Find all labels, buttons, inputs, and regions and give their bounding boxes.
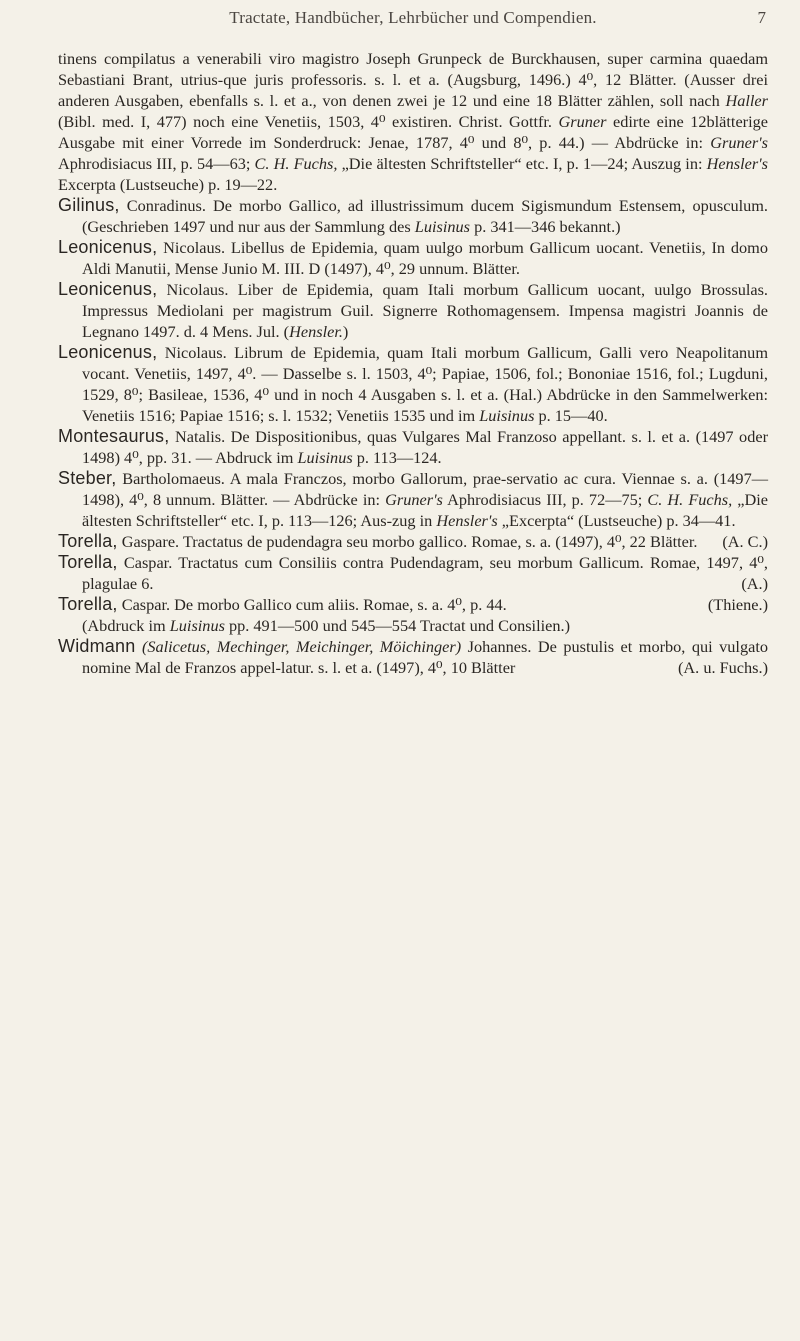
author-ref: Luisinus — [297, 448, 353, 467]
author-ref: Hensler's — [436, 511, 498, 530]
entry-text: Caspar. Tractatus cum Consiliis contra Pudendagram, seu morbum Gallicum. Romae, 1497, 4⁰, plagulae 6. — [82, 553, 768, 593]
entry-text: Natalis. De Dispositionibus, quas Vulgares Mal Franzoso appellant. s. l. et a. (1497 oder 1498) 4⁰, pp. 31. — Abdruck im — [82, 427, 768, 467]
entry-leonicenus — [58, 237, 768, 279]
entry-leonicenus — [58, 279, 768, 342]
entry-steber — [58, 468, 768, 531]
entry-text: „Die ältesten Schriftsteller“ etc. I, p. 113—126; Aus-zug in — [82, 490, 768, 530]
entry-text: Excerpta (Lustseuche) p. 19—22. — [58, 175, 278, 194]
source-note: (Thiene.) — [707, 595, 768, 614]
entry-torella — [58, 552, 768, 594]
entry-gilinus — [58, 195, 768, 237]
entry-torella — [58, 594, 768, 615]
entry-leonicenus — [58, 342, 768, 426]
author-ref: Hensler's — [706, 154, 768, 173]
entry-text: Conradinus. De morbo Gallico, ad illustrissimum ducem Sigismundum Estensem, opusculum. (Geschrieben 1497 und nur aus der Sammlung des — [82, 196, 768, 236]
author-ref: Luisinus — [169, 616, 225, 635]
author-ref: Luisinus — [479, 406, 535, 425]
author-ref: Gruner's — [710, 133, 768, 152]
entry-continuation — [58, 615, 768, 636]
entry-text: Nicolaus. Libellus de Epidemia, quam uulgo morbum Gallicum uocant. Venetiis, In domo Aldi Manutii, Mense Junio M. III. D (1497), 4⁰, 29 unnum. Blätter. — [82, 238, 768, 278]
name-variants: (Salicetus, Mechinger, Meichinger, Möichinger) — [141, 637, 462, 656]
entry-text: Nicolaus. Librum de Epidemia, quam Itali morbum Gallicum, Galli vero Neapolitanum vocant. Venetiis, 1497, 4⁰. — Dasselbe s. l. 1503, 4⁰; Papiae, 1506, fol.; Bononiae 1516, fol.; Lugduni, 1529, 8⁰; Basileae, 1536, 4⁰ und in noch 4 Ausgaben s. l. et a. (Hal.) Abdrücke in den Sammelwerken: Venetiis 1516; Papiae 1516; s. l. 1532; Venetiis 1535 und im — [82, 343, 768, 425]
entry-heading: Leonicenus, — [58, 342, 158, 362]
author-ref: C. H. Fuchs, — [254, 154, 338, 173]
author-ref: Gruner — [558, 112, 607, 131]
running-title: Tractate, Handbücher, Lehrbücher und Compendien. — [229, 8, 597, 27]
entry-text: ) — [342, 322, 349, 341]
source-note: (A. C.) — [722, 532, 768, 551]
author-ref: Luisinus — [414, 217, 470, 236]
entry-text: Aphrodisiacus III, p. 54—63; — [58, 154, 255, 173]
page-number: 7 — [757, 8, 766, 27]
entry-text: pp. 491—500 und 545—554 Tractat und Consilien.) — [224, 616, 570, 635]
author-ref: C. H. Fuchs, — [647, 490, 733, 509]
entry-montesaurus — [58, 426, 768, 468]
entry-heading: Leonicenus, — [58, 279, 158, 299]
entry-text: (Abdruck im — [82, 616, 170, 635]
entry-text: Caspar. De morbo Gallico cum aliis. Romae, s. a. 4⁰, p. 44. — [117, 595, 507, 614]
entry-text: Aphrodisiacus III, p. 72—75; — [442, 490, 648, 509]
entry-torella — [58, 531, 768, 552]
author-ref: Hensler. — [289, 322, 343, 341]
entry-heading: Montesaurus, — [58, 426, 170, 446]
entry-widmann — [58, 636, 768, 678]
entry-text: Gaspare. Tractatus de pudendagra seu morbo gallico. Romae, s. a. (1497), 4⁰, 22 Blätter. — [117, 532, 698, 551]
entry-text: Nicolaus. Liber de Epidemia, quam Itali morbum Gallicum uocant, uulgo Brossulas. Impressus Mediolani per magistrum Guil. Signerre Rothomagensem. Impensa magistri Joannis de Legnano 1497. d. 4 Mens. Jul. ( — [82, 280, 768, 341]
entry-text: Johannes. De pustulis et morbo, qui vulgato nomine Mal de Franzos appel-latur. s. l. et a. (1497), 4⁰, 10 Blätter — [82, 637, 768, 677]
entry-text: p. 15—40. — [534, 406, 608, 425]
entry-heading: Leonicenus, — [58, 237, 158, 257]
entry-heading: Torella, — [58, 552, 118, 572]
author-ref: Gruner's — [385, 490, 443, 509]
entry-text: Bartholomaeus. A mala Franczos, morbo Gallorum, prae-servatio ac cura. Viennae s. a. (1497—1498), 4⁰, 8 unnum. Blätter. — Abdrücke in: — [82, 469, 768, 509]
entry-text: „Excerpta“ (Lustseuche) p. 34—41. — [497, 511, 736, 530]
entry-continued — [58, 48, 768, 195]
entry-text: tinens compilatus a venerabili viro magistro Joseph Grunpeck de Burckhausen, super carmina quaedam Sebastiani Brant, utrius-que juris professoris. s. l. et a. (Augsburg, 1496.) 4⁰, 12 Blätter. (Ausser drei anderen Ausgaben, ebenfalls s. l. et a., von denen zwei je 12 und eine 18 Blätter zählen, soll nach — [58, 49, 768, 110]
running-head — [58, 8, 768, 48]
author-ref: Haller — [725, 91, 768, 110]
entry-heading: Gilinus, — [58, 195, 120, 215]
entry-heading: Torella, — [58, 531, 118, 551]
entry-heading: Steber, — [58, 468, 117, 488]
bibliography-entries — [58, 48, 768, 678]
entry-heading: Widmann — [58, 636, 136, 656]
entry-text: (Bibl. med. I, 477) noch eine Venetiis, 1503, 4⁰ existiren. Christ. Gottfr. — [58, 112, 559, 131]
source-note: (A. u. Fuchs.) — [678, 658, 768, 677]
entry-heading: Torella, — [58, 594, 118, 614]
entry-text: p. 113—124. — [352, 448, 442, 467]
entry-text: edirte eine 12blätterige Ausgabe mit einer Vorrede im Sonderdruck: Jenae, 1787, 4⁰ und 8⁰, p. 44.) — Abdrücke in: — [58, 112, 768, 152]
book-page — [58, 0, 768, 1341]
entry-text: p. 341—346 bekannt.) — [470, 217, 621, 236]
source-note: (A.) — [741, 574, 768, 593]
entry-text: „Die ältesten Schriftsteller“ etc. I, p. 1—24; Auszug in: — [337, 154, 707, 173]
